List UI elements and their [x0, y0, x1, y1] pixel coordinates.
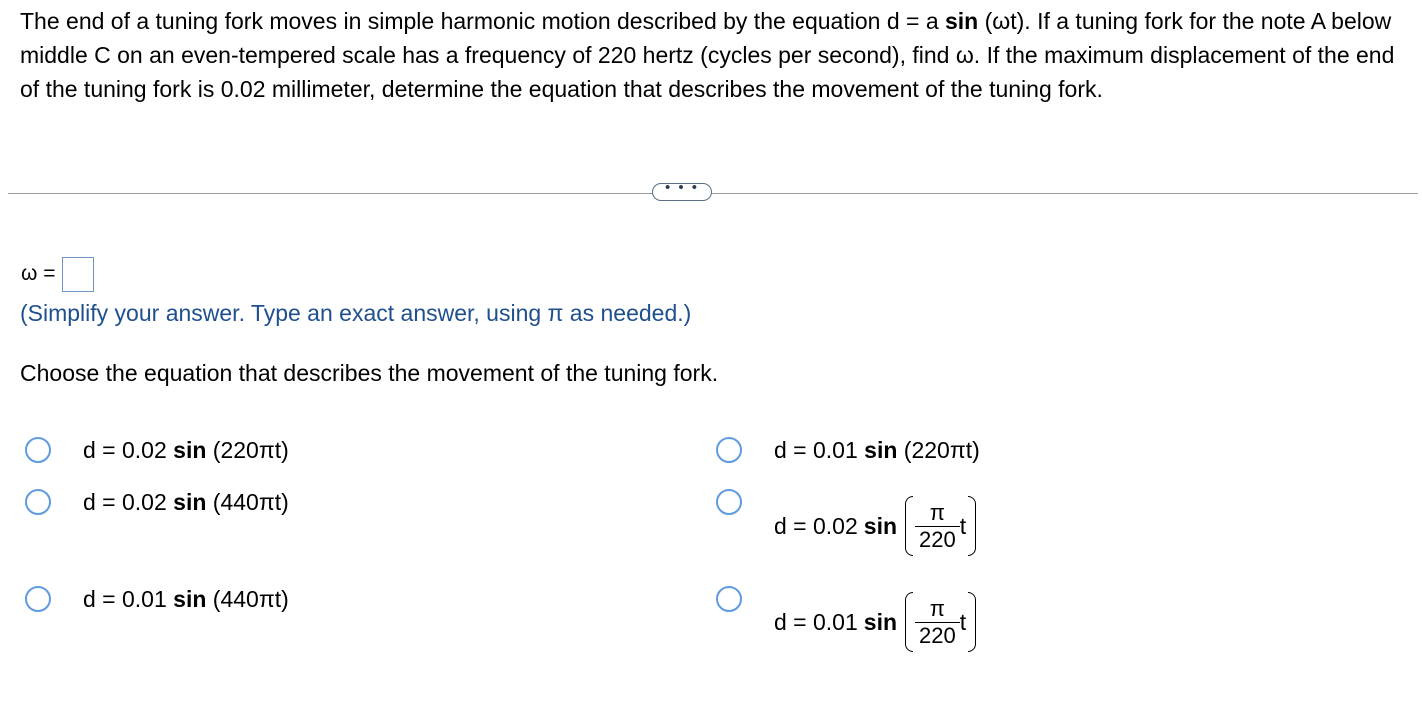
- answer-hint: (Simplify your answer. Type an exact answer, using π as needed.): [20, 300, 692, 326]
- omega-answer-row: [21, 255, 94, 293]
- question-part-1: The end of a tuning fork moves in simple harmonic motion described by the equation d = a: [20, 8, 945, 34]
- question-part-2: (ωt). If a tuning fork for the note A below middle C on an even-tempered scale has a frequency of 220 hertz (cycles per second), find ω. If the maximum displacement of the end of the tuning fork is 0.02 millimeter, determine the equation that describes the movement of the tuning fork.: [20, 8, 1395, 102]
- section-divider: [8, 193, 1418, 194]
- option-d-fraction: $\frac{\pi}{220}$: [915, 500, 960, 553]
- option-c-label[interactable]: d = 0.02 sin (440πt): [83, 489, 289, 515]
- option-f-label[interactable]: d = 0.01 sin $\frac{\pi}{220}$ t: [774, 590, 976, 654]
- option-f-parentheses: $\frac{\pi}{220}$ t: [905, 590, 976, 654]
- option-d-radio[interactable]: [716, 489, 742, 515]
- option-d-label[interactable]: d = 0.02 sin $\frac{\pi}{220}$ t: [774, 494, 976, 558]
- omega-answer-input[interactable]: [62, 257, 94, 292]
- option-b-radio[interactable]: [716, 437, 742, 463]
- question-sin: sin: [945, 8, 979, 34]
- choice-instruction: Choose the equation that describes the movement of the tuning fork.: [20, 360, 719, 386]
- option-f-fraction: $\frac{\pi}{220}$: [915, 596, 960, 649]
- omega-label: ω =: [21, 262, 56, 285]
- option-a-radio[interactable]: [25, 437, 51, 463]
- option-b-label[interactable]: d = 0.01 sin (220πt): [774, 437, 980, 463]
- option-f-radio[interactable]: [716, 586, 742, 612]
- option-c-radio[interactable]: [25, 489, 51, 515]
- question-text: [20, 4, 1416, 106]
- option-e-radio[interactable]: [25, 586, 51, 612]
- expand-more-button[interactable]: • • •: [652, 183, 712, 201]
- option-d-parentheses: $\frac{\pi}{220}$ t: [905, 494, 976, 558]
- option-a-label[interactable]: d = 0.02 sin (220πt): [83, 437, 289, 463]
- option-e-label[interactable]: d = 0.01 sin (440πt): [83, 586, 289, 612]
